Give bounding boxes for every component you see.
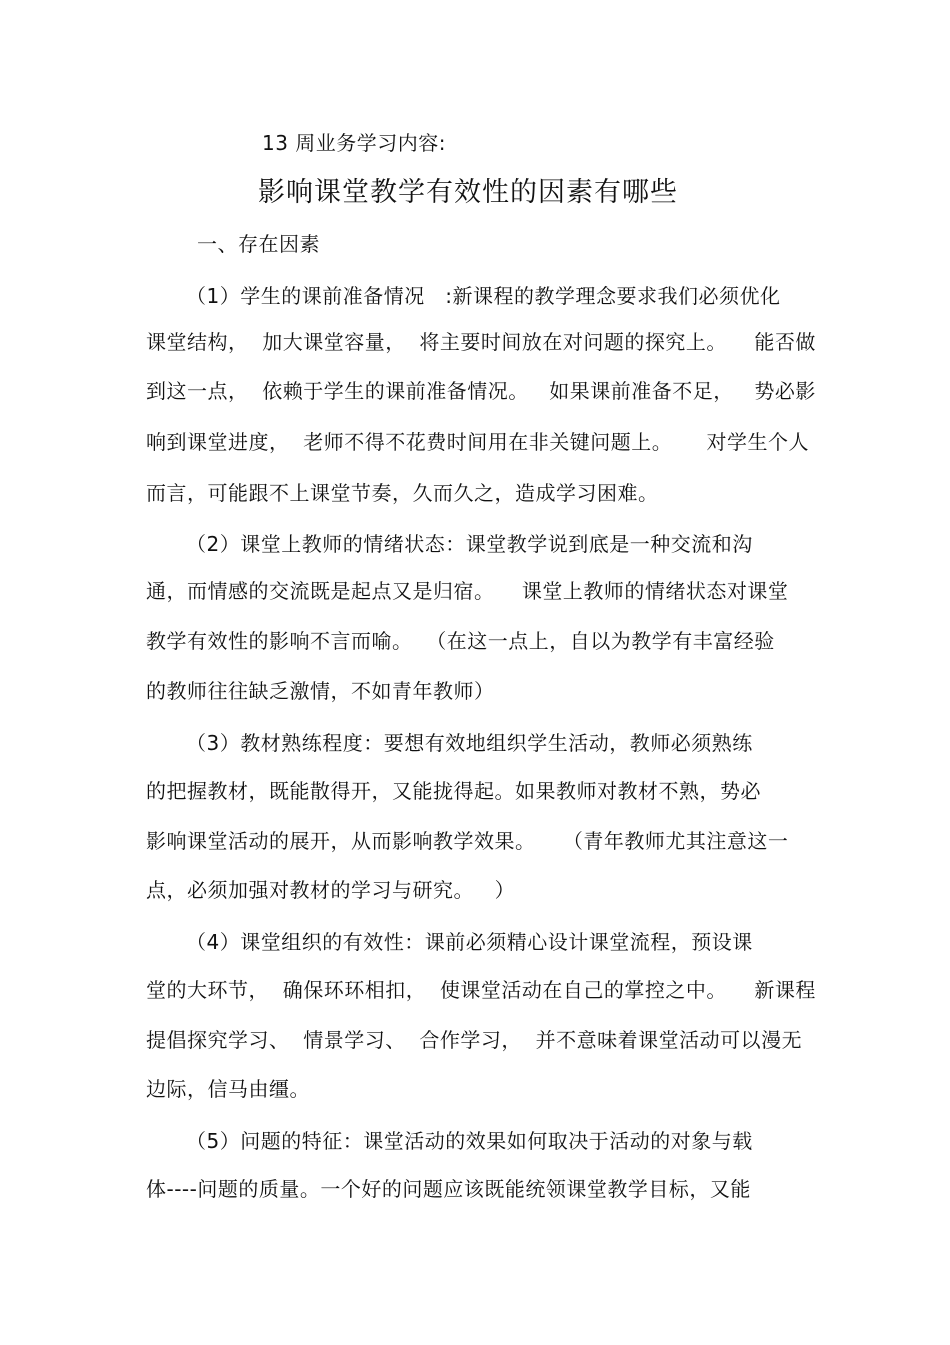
paragraph-line: 到这一点， 依赖于学生的课前准备情况。 如果课前准备不足， 势必影 [146, 379, 816, 403]
paragraph-line: 提倡探究学习、 情景学习、 合作学习， 并不意味着课堂活动可以漫无 [146, 1028, 803, 1052]
subheading: 13 周业务学习内容: [262, 131, 447, 155]
paragraph-line: 点，必须加强对教材的学习与研究。 ） [146, 878, 516, 902]
paragraph-line: 影响课堂活动的展开，从而影响教学效果。 （青年教师尤其注意这一 [146, 829, 789, 853]
paragraph-line: 体----问题的质量。一个好的问题应该既能统领课堂教学目标，又能 [146, 1177, 751, 1201]
paragraph-line: （3）教材熟练程度：要想有效地组织学生活动，教师必须熟练 [186, 731, 753, 755]
paragraph-line: 通，而情感的交流既是起点又是归宿。 课堂上教师的情绪状态对课堂 [146, 579, 789, 603]
paragraph-line: 堂的大环节， 确保环环相扣， 使课堂活动在自己的掌控之中。 新课程 [146, 978, 816, 1002]
paragraph-line: 课堂结构， 加大课堂容量， 将主要时间放在对问题的探究上。 能否做 [146, 330, 816, 354]
paragraph-line: （1）学生的课前准备情况 :新课程的教学理念要求我们必须优化 [186, 284, 781, 308]
paragraph-line: 响到课堂进度， 老师不得不花费时间用在非关键问题上。 对学生个人 [146, 430, 810, 454]
paragraph-line: （2）课堂上教师的情绪状态：课堂教学说到底是一种交流和沟 [186, 532, 753, 556]
paragraph-line: （5）问题的特征：课堂活动的效果如何取决于活动的对象与载 [186, 1129, 753, 1153]
page-title: 影响课堂教学有效性的因素有哪些 [258, 177, 678, 208]
paragraph-line: （4）课堂组织的有效性：课前必须精心设计课堂流程，预设课 [186, 930, 753, 954]
paragraph-line: 教学有效性的影响不言而喻。 （在这一点上，自以为教学有丰富经验 [146, 629, 775, 653]
paragraph-line: 的把握教材，既能散得开，又能拢得起。如果教师对教材不熟，势必 [146, 779, 761, 803]
section-heading: 一、存在因素 [197, 232, 320, 256]
paragraph-line: 边际，信马由缰。 [146, 1077, 310, 1101]
paragraph-line: 的教师往往缺乏激情，不如青年教师） [146, 679, 495, 703]
paragraph-line: 而言，可能跟不上课堂节奏，久而久之，造成学习困难。 [146, 481, 659, 505]
